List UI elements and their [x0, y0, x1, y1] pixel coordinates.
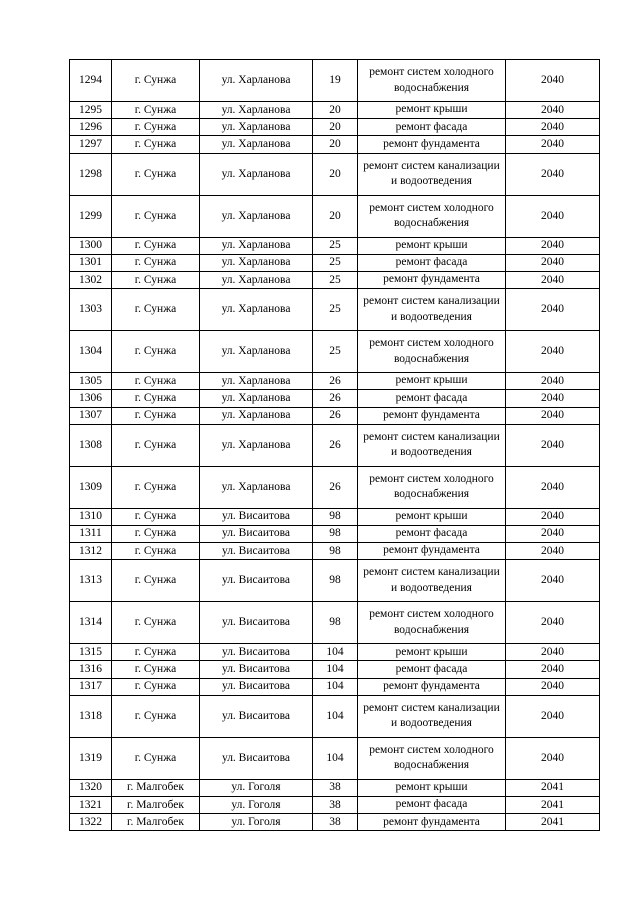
- city-cell: г. Сунжа: [112, 644, 200, 661]
- street-cell: ул. Харланова: [200, 195, 313, 237]
- row-number-cell: 1315: [70, 644, 112, 661]
- house-number-cell: 98: [313, 508, 358, 525]
- house-number-cell: 26: [313, 466, 358, 508]
- table-row: [70, 153, 600, 195]
- street-cell: ул. Гоголя: [200, 797, 313, 814]
- row-number-cell: 1316: [70, 661, 112, 678]
- house-number-cell: 98: [313, 602, 358, 644]
- work-type-cell: ремонт фундамента: [358, 678, 506, 695]
- house-number-cell: 25: [313, 237, 358, 254]
- work-type-cell: ремонт крыши: [358, 508, 506, 525]
- street-cell: ул. Висаитова: [200, 560, 313, 602]
- year-cell: 2040: [506, 271, 600, 288]
- house-number-cell: 25: [313, 289, 358, 331]
- street-cell: ул. Харланова: [200, 60, 313, 102]
- work-type-cell: ремонт систем холодного водоснабжения: [358, 331, 506, 373]
- street-cell: ул. Харланова: [200, 119, 313, 136]
- city-cell: г. Сунжа: [112, 661, 200, 678]
- year-cell: 2040: [506, 424, 600, 466]
- year-cell: 2040: [506, 466, 600, 508]
- house-number-cell: 20: [313, 119, 358, 136]
- row-number-cell: 1304: [70, 331, 112, 373]
- year-cell: 2040: [506, 407, 600, 424]
- year-cell: 2040: [506, 254, 600, 271]
- repair-schedule-table: [69, 59, 600, 831]
- work-type-cell: ремонт фундамента: [358, 543, 506, 560]
- row-number-cell: 1307: [70, 407, 112, 424]
- street-cell: ул. Харланова: [200, 466, 313, 508]
- city-cell: г. Сунжа: [112, 737, 200, 779]
- city-cell: г. Сунжа: [112, 695, 200, 737]
- street-cell: ул. Харланова: [200, 102, 313, 119]
- year-cell: 2040: [506, 153, 600, 195]
- street-cell: ул. Харланова: [200, 424, 313, 466]
- street-cell: ул. Харланова: [200, 390, 313, 407]
- table-row: [70, 331, 600, 373]
- row-number-cell: 1298: [70, 153, 112, 195]
- city-cell: г. Сунжа: [112, 525, 200, 542]
- street-cell: ул. Харланова: [200, 153, 313, 195]
- street-cell: ул. Харланова: [200, 254, 313, 271]
- year-cell: 2040: [506, 373, 600, 390]
- house-number-cell: 98: [313, 560, 358, 602]
- row-number-cell: 1309: [70, 466, 112, 508]
- house-number-cell: 19: [313, 60, 358, 102]
- city-cell: г. Сунжа: [112, 289, 200, 331]
- city-cell: г. Сунжа: [112, 373, 200, 390]
- house-number-cell: 26: [313, 407, 358, 424]
- year-cell: 2040: [506, 543, 600, 560]
- table-row: [70, 644, 600, 661]
- city-cell: г. Сунжа: [112, 407, 200, 424]
- city-cell: г. Сунжа: [112, 424, 200, 466]
- table-row: [70, 289, 600, 331]
- row-number-cell: 1296: [70, 119, 112, 136]
- city-cell: г. Сунжа: [112, 153, 200, 195]
- work-type-cell: ремонт крыши: [358, 102, 506, 119]
- street-cell: ул. Висаитова: [200, 508, 313, 525]
- house-number-cell: 98: [313, 543, 358, 560]
- street-cell: ул. Харланова: [200, 289, 313, 331]
- work-type-cell: ремонт систем холодного водоснабжения: [358, 737, 506, 779]
- row-number-cell: 1302: [70, 271, 112, 288]
- work-type-cell: ремонт крыши: [358, 779, 506, 796]
- year-cell: 2040: [506, 289, 600, 331]
- street-cell: ул. Харланова: [200, 407, 313, 424]
- row-number-cell: 1318: [70, 695, 112, 737]
- table-row: [70, 390, 600, 407]
- house-number-cell: 20: [313, 102, 358, 119]
- work-type-cell: ремонт систем холодного водоснабжения: [358, 602, 506, 644]
- city-cell: г. Сунжа: [112, 119, 200, 136]
- row-number-cell: 1322: [70, 814, 112, 831]
- house-number-cell: 38: [313, 797, 358, 814]
- table-row: [70, 695, 600, 737]
- year-cell: 2040: [506, 508, 600, 525]
- year-cell: 2040: [506, 678, 600, 695]
- year-cell: 2041: [506, 814, 600, 831]
- year-cell: 2040: [506, 60, 600, 102]
- year-cell: 2041: [506, 779, 600, 796]
- work-type-cell: ремонт систем канализации и водоотведения: [358, 153, 506, 195]
- street-cell: ул. Висаитова: [200, 737, 313, 779]
- work-type-cell: ремонт фасада: [358, 119, 506, 136]
- row-number-cell: 1311: [70, 525, 112, 542]
- street-cell: ул. Харланова: [200, 331, 313, 373]
- work-type-cell: ремонт систем холодного водоснабжения: [358, 466, 506, 508]
- year-cell: 2040: [506, 102, 600, 119]
- work-type-cell: ремонт систем канализации и водоотведения: [358, 424, 506, 466]
- table-row: [70, 254, 600, 271]
- year-cell: 2040: [506, 195, 600, 237]
- table-row: [70, 797, 600, 814]
- row-number-cell: 1313: [70, 560, 112, 602]
- year-cell: 2040: [506, 602, 600, 644]
- table-row: [70, 136, 600, 153]
- work-type-cell: ремонт систем холодного водоснабжения: [358, 195, 506, 237]
- street-cell: ул. Харланова: [200, 237, 313, 254]
- year-cell: 2040: [506, 560, 600, 602]
- year-cell: 2040: [506, 737, 600, 779]
- street-cell: ул. Харланова: [200, 271, 313, 288]
- year-cell: 2040: [506, 331, 600, 373]
- house-number-cell: 104: [313, 678, 358, 695]
- row-number-cell: 1320: [70, 779, 112, 796]
- row-number-cell: 1299: [70, 195, 112, 237]
- city-cell: г. Сунжа: [112, 195, 200, 237]
- work-type-cell: ремонт фундамента: [358, 271, 506, 288]
- row-number-cell: 1321: [70, 797, 112, 814]
- table-row: [70, 525, 600, 542]
- year-cell: 2040: [506, 390, 600, 407]
- street-cell: ул. Висаитова: [200, 543, 313, 560]
- table-row: [70, 271, 600, 288]
- house-number-cell: 20: [313, 195, 358, 237]
- street-cell: ул. Висаитова: [200, 602, 313, 644]
- year-cell: 2040: [506, 644, 600, 661]
- work-type-cell: ремонт фундамента: [358, 407, 506, 424]
- table-row: [70, 119, 600, 136]
- work-type-cell: ремонт крыши: [358, 373, 506, 390]
- city-cell: г. Сунжа: [112, 254, 200, 271]
- year-cell: 2040: [506, 119, 600, 136]
- house-number-cell: 25: [313, 271, 358, 288]
- table-row: [70, 814, 600, 831]
- work-type-cell: ремонт фасада: [358, 254, 506, 271]
- work-type-cell: ремонт фасада: [358, 525, 506, 542]
- house-number-cell: 20: [313, 153, 358, 195]
- house-number-cell: 26: [313, 373, 358, 390]
- city-cell: г. Сунжа: [112, 466, 200, 508]
- table-row: [70, 678, 600, 695]
- house-number-cell: 98: [313, 525, 358, 542]
- table-row: [70, 508, 600, 525]
- city-cell: г. Сунжа: [112, 602, 200, 644]
- table-row: [70, 60, 600, 102]
- city-cell: г. Сунжа: [112, 136, 200, 153]
- work-type-cell: ремонт фасада: [358, 661, 506, 678]
- city-cell: г. Сунжа: [112, 560, 200, 602]
- house-number-cell: 25: [313, 331, 358, 373]
- row-number-cell: 1295: [70, 102, 112, 119]
- house-number-cell: 38: [313, 814, 358, 831]
- year-cell: 2041: [506, 797, 600, 814]
- city-cell: г. Сунжа: [112, 678, 200, 695]
- street-cell: ул. Гоголя: [200, 814, 313, 831]
- street-cell: ул. Висаитова: [200, 661, 313, 678]
- work-type-cell: ремонт фундамента: [358, 136, 506, 153]
- work-type-cell: ремонт систем холодного водоснабжения: [358, 60, 506, 102]
- table-row: [70, 661, 600, 678]
- house-number-cell: 104: [313, 644, 358, 661]
- city-cell: г. Сунжа: [112, 331, 200, 373]
- work-type-cell: ремонт систем канализации и водоотведения: [358, 695, 506, 737]
- street-cell: ул. Висаитова: [200, 678, 313, 695]
- street-cell: ул. Висаитова: [200, 644, 313, 661]
- city-cell: г. Малгобек: [112, 797, 200, 814]
- street-cell: ул. Гоголя: [200, 779, 313, 796]
- work-type-cell: ремонт фасада: [358, 797, 506, 814]
- row-number-cell: 1310: [70, 508, 112, 525]
- city-cell: г. Малгобек: [112, 779, 200, 796]
- table-row: [70, 373, 600, 390]
- city-cell: г. Сунжа: [112, 390, 200, 407]
- table-row: [70, 602, 600, 644]
- city-cell: г. Сунжа: [112, 102, 200, 119]
- table-row: [70, 466, 600, 508]
- row-number-cell: 1308: [70, 424, 112, 466]
- table-row: [70, 779, 600, 796]
- work-type-cell: ремонт систем канализации и водоотведения: [358, 289, 506, 331]
- house-number-cell: 26: [313, 390, 358, 407]
- row-number-cell: 1300: [70, 237, 112, 254]
- house-number-cell: 38: [313, 779, 358, 796]
- city-cell: г. Сунжа: [112, 271, 200, 288]
- row-number-cell: 1303: [70, 289, 112, 331]
- street-cell: ул. Харланова: [200, 373, 313, 390]
- row-number-cell: 1306: [70, 390, 112, 407]
- work-type-cell: ремонт систем канализации и водоотведения: [358, 560, 506, 602]
- house-number-cell: 25: [313, 254, 358, 271]
- year-cell: 2040: [506, 525, 600, 542]
- work-type-cell: ремонт фундамента: [358, 814, 506, 831]
- year-cell: 2040: [506, 136, 600, 153]
- row-number-cell: 1312: [70, 543, 112, 560]
- row-number-cell: 1314: [70, 602, 112, 644]
- city-cell: г. Малгобек: [112, 814, 200, 831]
- row-number-cell: 1319: [70, 737, 112, 779]
- work-type-cell: ремонт фасада: [358, 390, 506, 407]
- year-cell: 2040: [506, 237, 600, 254]
- work-type-cell: ремонт крыши: [358, 644, 506, 661]
- street-cell: ул. Висаитова: [200, 695, 313, 737]
- city-cell: г. Сунжа: [112, 543, 200, 560]
- year-cell: 2040: [506, 661, 600, 678]
- street-cell: ул. Висаитова: [200, 525, 313, 542]
- year-cell: 2040: [506, 695, 600, 737]
- table-row: [70, 560, 600, 602]
- table-row: [70, 407, 600, 424]
- table-body: [70, 60, 600, 831]
- house-number-cell: 104: [313, 661, 358, 678]
- house-number-cell: 104: [313, 737, 358, 779]
- work-type-cell: ремонт крыши: [358, 237, 506, 254]
- street-cell: ул. Харланова: [200, 136, 313, 153]
- house-number-cell: 20: [313, 136, 358, 153]
- city-cell: г. Сунжа: [112, 508, 200, 525]
- table-row: [70, 195, 600, 237]
- row-number-cell: 1297: [70, 136, 112, 153]
- row-number-cell: 1294: [70, 60, 112, 102]
- table-row: [70, 543, 600, 560]
- table-row: [70, 102, 600, 119]
- table-row: [70, 237, 600, 254]
- city-cell: г. Сунжа: [112, 237, 200, 254]
- row-number-cell: 1317: [70, 678, 112, 695]
- house-number-cell: 104: [313, 695, 358, 737]
- city-cell: г. Сунжа: [112, 60, 200, 102]
- table-row: [70, 737, 600, 779]
- row-number-cell: 1301: [70, 254, 112, 271]
- house-number-cell: 26: [313, 424, 358, 466]
- table-row: [70, 424, 600, 466]
- row-number-cell: 1305: [70, 373, 112, 390]
